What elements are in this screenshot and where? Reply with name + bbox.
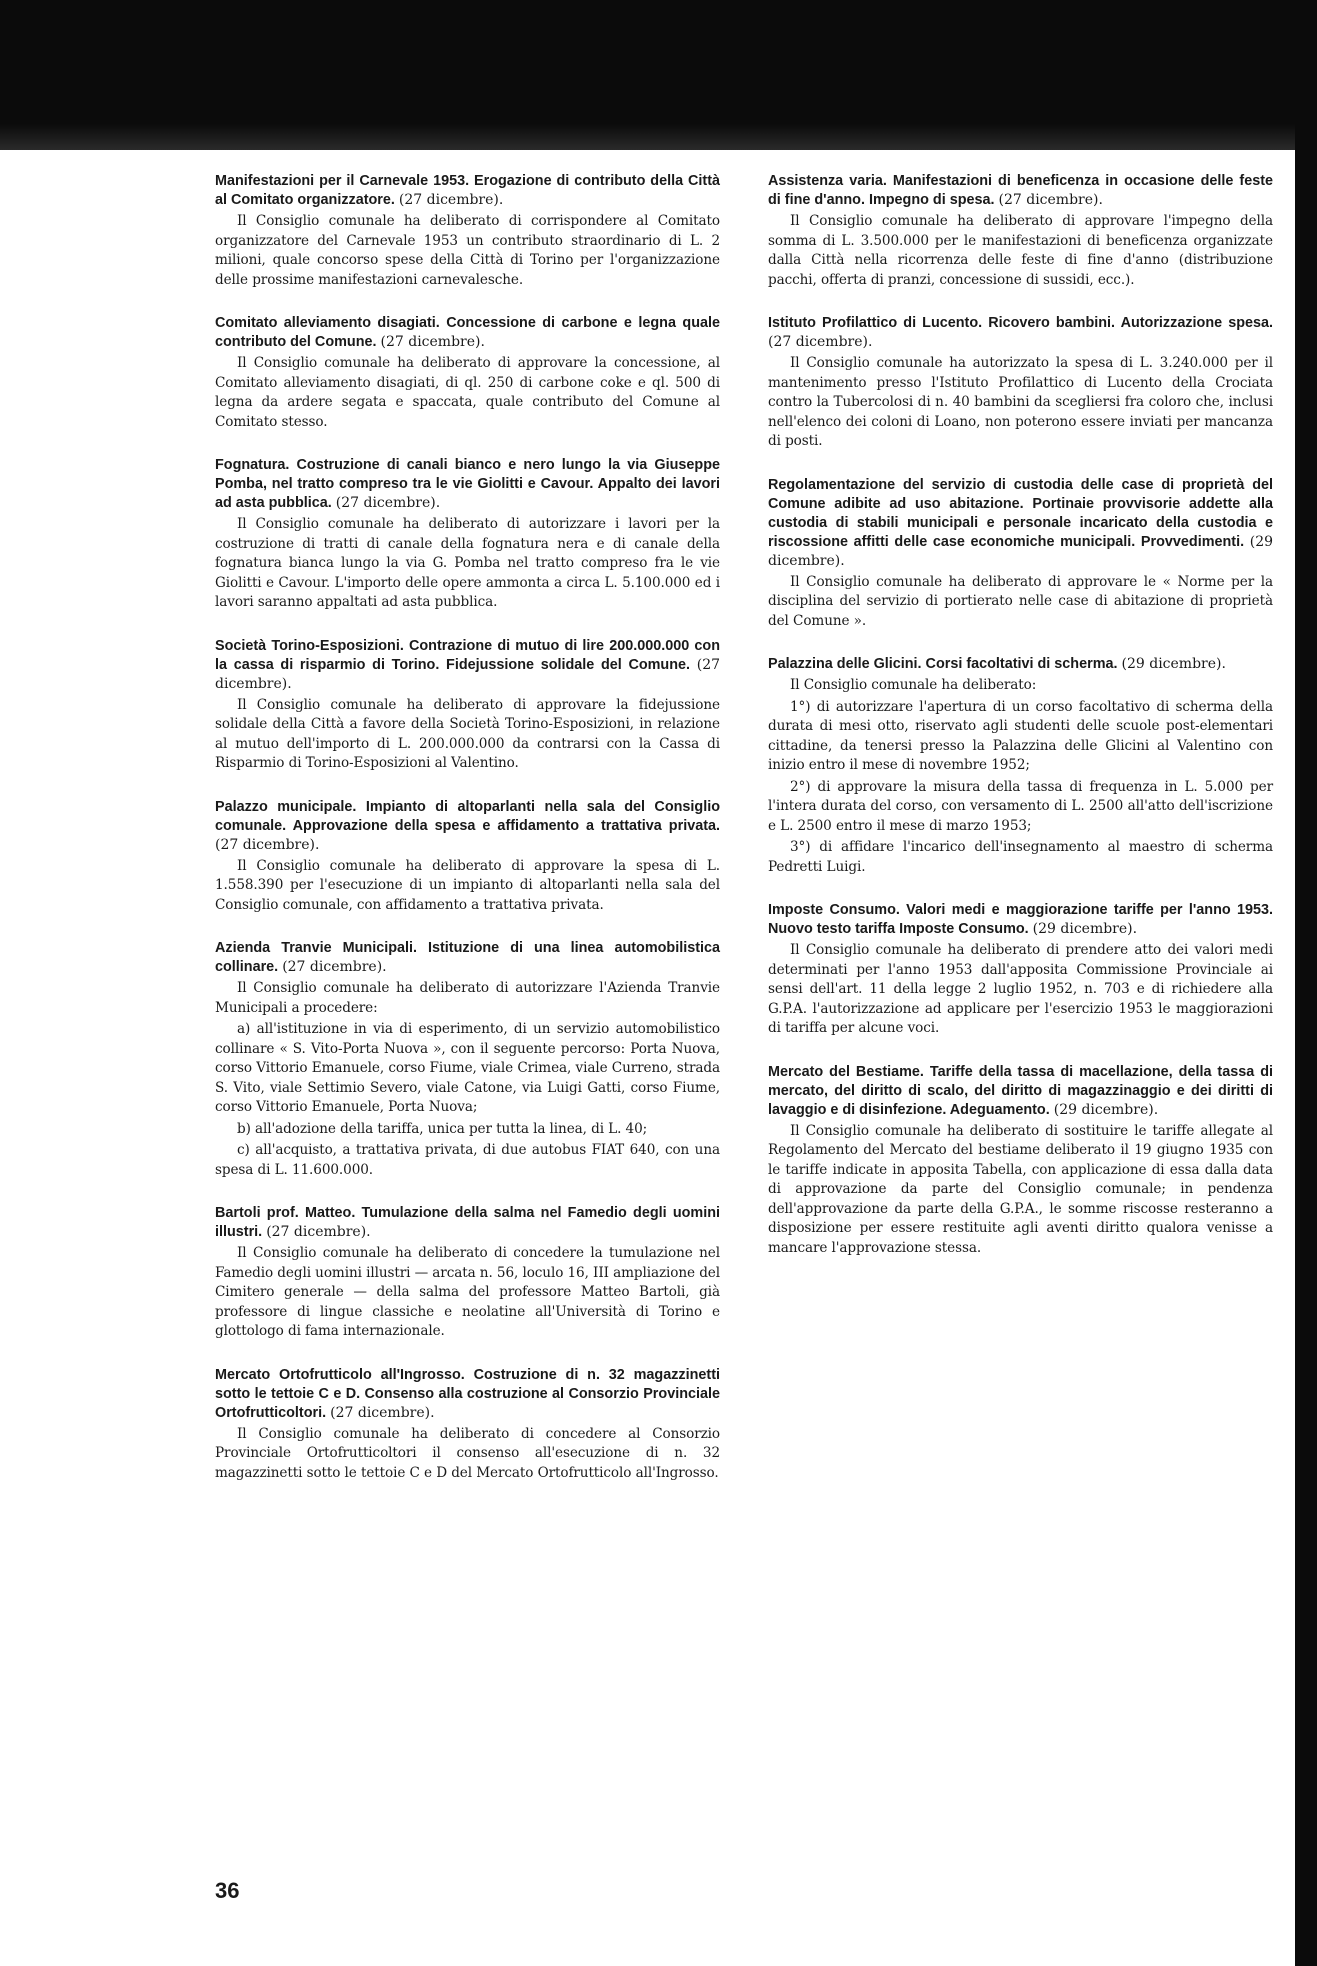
notice-entry	[215, 1204, 720, 1342]
notice-heading	[768, 1063, 1273, 1120]
notice-title: Manifestazioni per il Carnevale 1953. Erogazione di contributo della Città al Comitato organizzatore.	[215, 173, 720, 208]
notice-entry	[768, 655, 1273, 877]
notice-entry	[768, 172, 1273, 290]
document-page	[0, 150, 1295, 1966]
scan-border-right	[1295, 0, 1317, 1966]
notice-entry	[215, 314, 720, 432]
notice-body: Il Consiglio comunale ha deliberato di autorizzare l'Azienda Tranvie Municipali a procedere:	[215, 980, 720, 1016]
notice-title: Comitato alleviamento disagiati. Concessione di carbone e legna quale contributo del Comune.	[215, 315, 720, 350]
notice-date: (27 dicembre).	[215, 836, 320, 853]
notice-date: (27 dicembre).	[398, 192, 504, 208]
notice-date: (27 dicembre).	[266, 1224, 371, 1240]
notice-title: Mercato del Bestiame. Tariffe della tassa di macellazione, della tassa di mercato, del diritto di scalo, del diritto di magazzinaggio e dei diritti di lavaggio e di disinfezione. Adeguamento.	[768, 1063, 1273, 1118]
notice-heading	[768, 901, 1273, 939]
notice-heading	[215, 939, 720, 977]
notice-heading	[215, 1366, 720, 1423]
notice-title: Società Torino-Esposizioni. Contrazione di mutuo di lire 200.000.000 con la cassa di risparmio di Torino. Fidejussione solidale del Comune.	[215, 637, 720, 673]
notice-heading	[768, 476, 1273, 571]
notice-title: Palazzo municipale. Impianto di altoparlanti nella sala del Consiglio comunale. Approvazione della spesa e affidamento a trattativa privata.	[215, 798, 720, 834]
notice-entry	[768, 1063, 1273, 1259]
notice-entry	[768, 901, 1273, 1039]
notice-title: Mercato Ortofrutticolo all'Ingrosso. Costruzione di n. 32 magazzinetti sotto le tettoie C e D. Consenso alla costruzione al Consorzio Provinciale Ortofrutticoltori.	[215, 1366, 720, 1421]
notice-entry	[215, 172, 720, 290]
notice-heading	[215, 172, 720, 210]
notice-date: (27 dicembre).	[330, 1404, 435, 1421]
notice-body: Il Consiglio comunale ha deliberato di approvare l'impegno della somma di L. 3.500.000 per le manifestazioni di beneficenza organizzate dalla Città nella ricorrenza delle feste di fine d'anno (distribuzione pacchi, offerta di pranzi, concessione di sussidi, ecc.).	[768, 213, 1273, 288]
notice-title: Fognatura. Costruzione di canali bianco e nero lungo la via Giuseppe Pomba, nel tratto compreso tra le vie Giolitti e Cavour. Appalto dei lavori ad asta pubblica.	[215, 457, 720, 511]
notice-body: Il Consiglio comunale ha deliberato di autorizzare i lavori per la costruzione di tratti di canale della fognatura nera e di canale della fognatura bianca lungo la via G. Pomba nel tratto compreso fra le vie Giolitti e Cavour. L'importo delle opere ammonta a circa L. 5.100.000 ed i lavori saranno appaltati ad asta pubblica.	[215, 516, 720, 610]
notice-body: Il Consiglio comunale ha deliberato di concedere la tumulazione nel Famedio degli uomini illustri — arcata n. 56, loculo 16, III ampliazione del Cimitero generale — della salma del professore Matteo Bartoli, già professore di lingue classiche e neolatine all'Università di Torino e glottologo di fama internazionale.	[215, 1245, 720, 1339]
notice-entry	[215, 939, 720, 1180]
notice-list-item: a) all'istituzione in via di esperimento, di un servizio automobilistico collinare « S. Vito-Porta Nuova », con il seguente percorso: Porta Nuova, corso Vittorio Emanuele, corso Fiume, viale Crimea, viale Curreno, strada S. Vito, viale Settimio Severo, viale Catone, via Luigi Gatti, corso Fiume, corso Vittorio Emanuele, Porta Nuova;	[215, 1021, 720, 1115]
notice-entry	[768, 314, 1273, 452]
notice-heading	[215, 456, 720, 513]
notice-list-item: c) all'acquisto, a trattativa privata, di due autobus FIAT 640, con una spesa di L. 11.600.000.	[215, 1142, 720, 1178]
notice-body: Il Consiglio comunale ha deliberato di sostituire le tariffe allegate al Regolamento del Mercato del bestiame deliberato il 19 giugno 1935 con le tariffe indicate in apposita Tabella, con applicazione di essa dalla data di approvazione da parte del Consiglio comunale; in pendenza dell'approvazione da parte della G.P.A., le somme riscosse resteranno a disposizione per essere restituite agli aventi diritto qualora venisse a mancare l'approvazione stessa.	[768, 1122, 1273, 1256]
notice-list-item: 3°) di affidare l'incarico dell'insegnamento al maestro di scherma Pedretti Luigi.	[768, 839, 1273, 875]
notice-date: (27 dicembre).	[380, 334, 485, 350]
notice-heading	[215, 1204, 720, 1242]
notice-list-item: b) all'adozione della tariffa, unica per tutta la linea, di L. 40;	[237, 1120, 648, 1137]
notice-date: (27 dicembre).	[768, 334, 873, 350]
notice-date: (27 dicembre).	[335, 495, 441, 511]
notice-body: Il Consiglio comunale ha autorizzato la spesa di L. 3.240.000 per il mantenimento presso l'Istituto Profilattico di Lucento della Crociata contro la Tubercolosi di n. 40 bambini da scegliersi fra coloro che, inclusi nell'elenco dei coloni di Loano, non poterono essere inviati per mancanza di posti.	[768, 355, 1273, 449]
notice-heading	[215, 798, 720, 855]
notice-heading	[768, 172, 1273, 210]
left-column	[215, 172, 720, 1507]
notice-date: (29 dicembre).	[1121, 656, 1226, 672]
notice-title: Bartoli prof. Matteo. Tumulazione della salma nel Famedio degli uomini illustri.	[215, 1205, 720, 1240]
notice-date: (29 dicembre).	[1032, 921, 1138, 937]
notice-entry	[768, 476, 1273, 632]
notice-date: (27 dicembre).	[215, 656, 721, 692]
notice-date: (27 dicembre).	[998, 192, 1103, 208]
notice-body: Il Consiglio comunale ha deliberato di corrispondere al Comitato organizzatore del Carnevale 1953 un contributo straordinario di L. 2 milioni, quale concorso spese della Città di Torino per l'organizzazione delle prossime manifestazioni carnevalesche.	[215, 213, 720, 288]
notice-body: Il Consiglio comunale ha deliberato di concedere al Consorzio Provinciale Ortofrutticoltori il consenso all'esecuzione di n. 32 magazzinetti sotto le tettoie C e D del Mercato Ortofrutticolo all'Ingrosso.	[215, 1425, 720, 1481]
right-column	[768, 172, 1273, 1282]
scan-border-top	[0, 0, 1317, 150]
notice-date: (27 dicembre).	[282, 959, 387, 975]
notice-heading	[215, 314, 720, 352]
notice-entry	[215, 1366, 720, 1484]
notice-body: Il Consiglio comunale ha deliberato:	[790, 677, 1037, 693]
notice-heading	[768, 314, 1273, 352]
notice-title: Imposte Consumo. Valori medi e maggiorazione tariffe per l'anno 1953. Nuovo testo tariffa Imposte Consumo.	[768, 902, 1273, 937]
notice-list-item: 2°) di approvare la misura della tassa di frequenza in L. 5.000 per l'intera durata del corso, con versamento di L. 2500 all'atto dell'iscrizione e L. 2500 entro il mese di marzo 1953;	[768, 778, 1273, 834]
notice-body: Il Consiglio comunale ha deliberato di prendere atto dei valori medi determinati per l'anno 1953 dall'apposita Commissione Provinciale ai sensi dell'art. 11 della legge 2 luglio 1952, n. 703 e di richiedere alla G.P.A. l'autorizzazione ad applicare per l'esercizio 1953 le maggiorazioni di tariffa per alcune voci.	[768, 942, 1273, 1036]
notice-entry	[215, 798, 720, 916]
notice-date: (29 dicembre).	[768, 533, 1274, 569]
notice-entry	[215, 456, 720, 613]
notice-list-item: 1°) di autorizzare l'apertura di un corso facoltativo di scherma della durata di mesi otto, riservato agli studenti delle scuole post-elementari cittadine, da tenersi presso la Palazzina delle Glicini al Valentino con inizio entro il mese di novembre 1952;	[768, 698, 1273, 773]
notice-title: Palazzina delle Glicini. Corsi facoltativi di scherma.	[768, 656, 1118, 672]
notice-title: Istituto Profilattico di Lucento. Ricovero bambini. Autorizzazione spesa.	[768, 315, 1273, 331]
notice-heading	[768, 655, 1273, 674]
notice-entry	[215, 637, 720, 774]
notice-body: Il Consiglio comunale ha deliberato di approvare la spesa di L. 1.558.390 per l'esecuzione di un impianto di altoparlanti nella sala del Consiglio comunale, con affidamento a trattativa privata.	[215, 857, 720, 913]
page-number: 36	[215, 1878, 240, 1903]
notice-body: Il Consiglio comunale ha deliberato di approvare la fidejussione solidale della Città a favore della Società Torino-Esposizioni, in relazione al mutuo dell'importo di L. 200.000.000 da contrarsi con la Cassa di Risparmio di Torino-Esposizioni al Valentino.	[215, 696, 720, 771]
notice-body: Il Consiglio comunale ha deliberato di approvare la concessione, al Comitato alleviamento disagiati, di ql. 250 di carbone coke e ql. 500 di legna da ardere segata e spaccata, quale contributo del Comune al Comitato stesso.	[215, 355, 720, 430]
notice-title: Assistenza varia. Manifestazioni di beneficenza in occasione delle feste di fine d'anno. Impegno di spesa.	[768, 173, 1273, 208]
notice-title: Regolamentazione del servizio di custodia delle case di proprietà del Comune adibite ad uso abitazione. Portinaie provvisorie addette alla custodia di stabili municipali e personale incaricato della custodia e riscossione affitti delle case economiche municipali. Provvedimenti.	[768, 476, 1273, 550]
notice-date: (29 dicembre).	[1053, 1101, 1159, 1118]
notice-heading	[215, 637, 720, 694]
notice-body: Il Consiglio comunale ha deliberato di approvare le « Norme per la disciplina del servizio di portierato nelle case di abitazione di proprietà del Comune ».	[768, 573, 1273, 629]
notice-title: Azienda Tranvie Municipali. Istituzione di una linea automobilistica collinare.	[215, 940, 720, 975]
